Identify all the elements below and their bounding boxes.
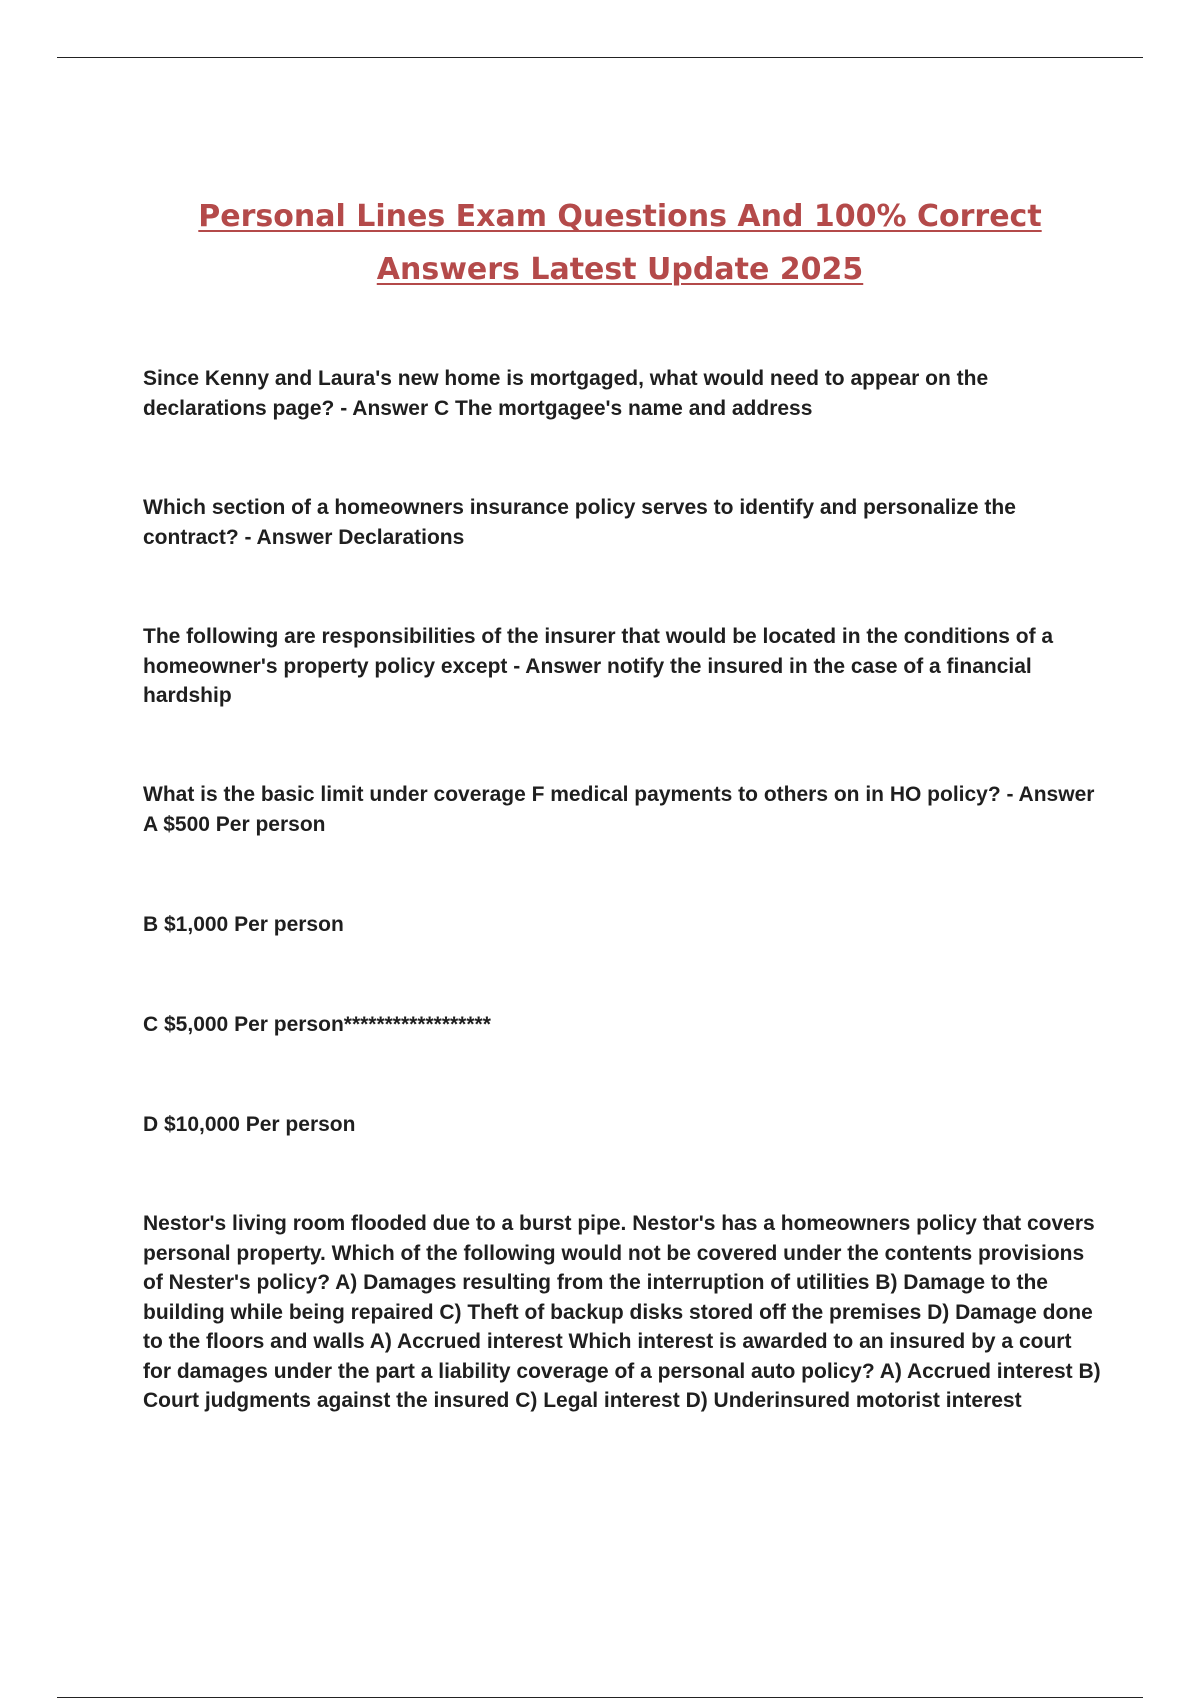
answer-option-b: B $1,000 Per person [143,913,344,936]
title-line-1: Personal Lines Exam Questions And 100% Correct [198,199,1042,234]
qa-item-1: Since Kenny and Laura's new home is mortgaged, what would need to appear on the declarations page? - Answer C The mortgagee's name and address [143,367,989,420]
title-line-2: Answers Latest Update 2025 [376,252,864,287]
answer-option-c: C $5,000 Per person****************** [143,1013,491,1036]
qa-item-4: What is the basic limit under coverage F medical payments to others on in HO policy? - Answer A $500 Per person [143,783,1095,836]
qa-item-3: The following are responsibilities of the insurer that would be located in the conditions of a homeowner's property policy except - Answer notify the insured in the case of a financial hardship [143,625,1054,707]
answer-option-d: D $10,000 Per person [143,1113,356,1136]
qa-item-2: Which section of a homeowners insurance policy serves to identify and personalize the contract? - Answer Declarations [143,496,1016,549]
qa-item-5: Nestor's living room flooded due to a burst pipe. Nestor's has a homeowners policy that covers personal property. Which of the following would not be covered under the contents provisions of Nester's policy? A) Damages resulting from the interruption of utilities B) Damage to the building while being repaired C) Theft of backup disks stored off the premises D) Damage done to the floors and walls A) Accrued interest Which interest is awarded to an insured by a court for damages under the part a liability coverage of a personal auto policy? A) Accrued interest B) Court judgments against the insured C) Legal interest D) Underinsured motorist interest [143,1212,1101,1412]
bottom-rule [57,1697,1143,1698]
top-rule [57,57,1143,58]
document-title [100,190,1140,296]
